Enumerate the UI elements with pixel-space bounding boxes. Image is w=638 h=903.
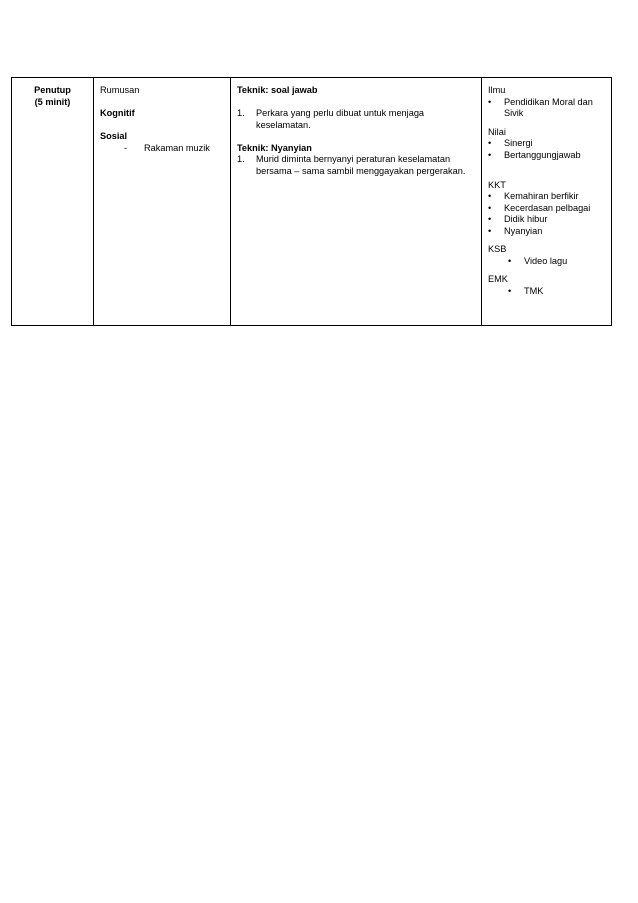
list-item xyxy=(488,203,605,215)
section-label-ksb: KSB xyxy=(488,244,507,254)
technique-heading-1: Teknik: soal jawab xyxy=(237,85,318,95)
list-item xyxy=(488,97,605,120)
list-item xyxy=(488,214,605,226)
list-item xyxy=(100,143,224,155)
list-item xyxy=(488,150,605,162)
list-item xyxy=(237,154,475,177)
bullet-icon: • xyxy=(488,214,492,224)
list-item-text: Sinergi xyxy=(504,138,533,148)
list-item xyxy=(488,138,605,150)
lesson-plan-table xyxy=(11,77,612,326)
bullet-icon: • xyxy=(488,149,492,160)
section-label-ilmu: Ilmu xyxy=(488,85,506,95)
list-number: 1. xyxy=(237,154,245,164)
content-label-rumusan: Rumusan xyxy=(100,85,140,95)
list-item xyxy=(488,286,605,298)
list-item-text: Video lagu xyxy=(524,255,568,266)
list-item-text: Bertanggungjawab xyxy=(504,149,581,160)
list-number: 1. xyxy=(237,108,245,118)
bullet-icon: • xyxy=(488,225,492,236)
bullet-icon: • xyxy=(488,138,492,148)
bullet-icon: • xyxy=(508,285,512,296)
list-item-text: TMK xyxy=(524,285,544,296)
list-item xyxy=(488,191,605,203)
list-item-text: Murid diminta bernyanyi peraturan keselamatan bersama – sama sambil menggayakan pergerakan. xyxy=(256,154,466,176)
notes-cell xyxy=(482,78,612,326)
phase-cell xyxy=(12,78,94,326)
activity-cell xyxy=(231,78,482,326)
list-item-text: Nyanyian xyxy=(504,225,543,236)
phase-duration: (5 minit) xyxy=(34,96,71,107)
bullet-icon: • xyxy=(488,191,492,201)
section-label-kkt: KKT xyxy=(488,179,506,190)
list-item xyxy=(488,226,605,238)
content-cell xyxy=(94,78,231,326)
section-label-emk: EMK xyxy=(488,274,508,284)
list-item-text: Kecerdasan pelbagai xyxy=(504,202,591,213)
section-label-nilai: Nilai xyxy=(488,126,506,137)
bullet-icon: • xyxy=(508,255,512,266)
content-label-kognitif: Kognitif xyxy=(100,108,135,118)
list-item-text: Pendidikan Moral dan Sivik xyxy=(504,96,593,118)
bullet-icon: • xyxy=(488,202,492,213)
table-row xyxy=(12,78,612,326)
list-item-text: Kemahiran berfikir xyxy=(504,191,579,201)
list-item xyxy=(237,108,475,131)
list-item xyxy=(488,256,605,268)
list-item-text: Rakaman muzik xyxy=(144,142,210,153)
phase-title: Penutup xyxy=(34,85,71,95)
bullet-icon: • xyxy=(488,96,492,107)
technique-heading-2: Teknik: Nyanyian xyxy=(237,142,312,153)
dash-marker: - xyxy=(124,142,128,153)
content-label-sosial: Sosial xyxy=(100,131,128,141)
list-item-text: Perkara yang perlu dibuat untuk menjaga keselamatan. xyxy=(256,108,425,130)
list-item-text: Didik hibur xyxy=(504,214,548,224)
